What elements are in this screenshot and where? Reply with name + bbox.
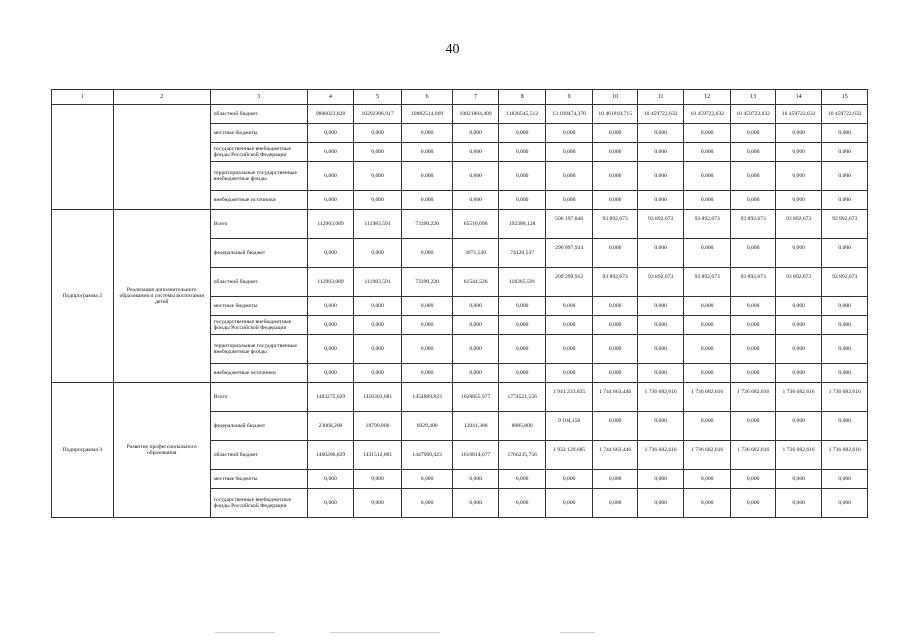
value-cell: 0,000: [592, 239, 638, 268]
value-cell: 0,000: [731, 143, 775, 162]
value-cell: 0,000: [592, 489, 638, 518]
scan-artifact-line: [330, 632, 440, 633]
value-cell: 1 736 682,616: [683, 441, 731, 470]
value-cell: 0,000: [731, 162, 775, 191]
value-cell: 23068,200: [307, 412, 354, 441]
value-cell: 0,000: [638, 470, 684, 489]
column-header-2: 2: [113, 90, 210, 105]
value-cell: 0,000: [683, 412, 731, 441]
value-cell: 0,000: [498, 297, 546, 316]
value-cell: 1454889,823: [401, 383, 453, 412]
value-cell: 0,000: [546, 143, 593, 162]
value-cell: 93 892,673: [683, 268, 731, 297]
value-cell: 0,000: [683, 239, 731, 268]
value-cell: 0,000: [683, 364, 731, 383]
value-cell: 93 892,673: [592, 210, 638, 239]
value-cell: 0,000: [453, 124, 499, 143]
value-cell: 0,000: [775, 124, 822, 143]
subprogram-label: Подпрограмма 2: [52, 210, 114, 383]
value-cell: 0,000: [354, 364, 402, 383]
column-header-10: 10: [592, 90, 638, 105]
column-header-8: 8: [498, 90, 546, 105]
column-header-7: 7: [453, 90, 499, 105]
value-cell: 0,000: [683, 335, 731, 364]
value-cell: 0,000: [731, 191, 775, 210]
value-cell: 0,000: [683, 143, 731, 162]
value-cell: 111983,591: [354, 268, 402, 297]
value-cell: 0,000: [638, 335, 684, 364]
value-cell: 0,000: [592, 364, 638, 383]
value-cell: 0,000: [683, 124, 731, 143]
value-cell: 10 459722,632: [822, 105, 868, 124]
value-cell: 0,000: [307, 489, 354, 518]
value-cell: 0,000: [453, 489, 499, 518]
value-cell: 0,000: [498, 191, 546, 210]
value-cell: 0,000: [775, 316, 822, 335]
value-cell: 0,000: [307, 162, 354, 191]
funding-source: территориальные государственные внебюджетные фонды: [210, 162, 307, 191]
value-cell: 0,000: [822, 364, 868, 383]
value-cell: 1483275,029: [307, 383, 354, 412]
value-cell: 9806023,828: [307, 105, 354, 124]
value-cell: 0,000: [775, 239, 822, 268]
value-cell: 1 736 682,616: [775, 441, 822, 470]
value-cell: 1 736 682,616: [822, 441, 868, 470]
value-cell: 0,000: [354, 335, 402, 364]
value-cell: 0,000: [822, 489, 868, 518]
value-cell: 65516,096: [453, 210, 499, 239]
value-cell: 0,000: [775, 364, 822, 383]
funding-source: местные бюджеты: [210, 470, 307, 489]
value-cell: 0,000: [822, 412, 868, 441]
value-cell: 0,000: [307, 364, 354, 383]
value-cell: 0,000: [354, 191, 402, 210]
subprogram-label: [52, 105, 114, 210]
value-cell: 0,000: [775, 489, 822, 518]
value-cell: 192388,128: [498, 210, 546, 239]
value-cell: 0,000: [638, 412, 684, 441]
funding-source: Всего: [210, 383, 307, 412]
funding-source: федеральный бюджет: [210, 412, 307, 441]
value-cell: 0,000: [592, 470, 638, 489]
value-cell: 93 892,673: [638, 210, 684, 239]
budget-table: [51, 89, 868, 518]
value-cell: 0,000: [453, 470, 499, 489]
value-cell: 8085,800: [498, 412, 546, 441]
value-cell: 0,000: [354, 297, 402, 316]
subprogram-title: [113, 105, 210, 210]
value-cell: 0,000: [354, 239, 402, 268]
value-cell: 1460206,829: [307, 441, 354, 470]
value-cell: 0,000: [775, 162, 822, 191]
value-cell: 0,000: [592, 297, 638, 316]
column-header-1: 1: [52, 90, 114, 105]
value-cell: 0,000: [638, 316, 684, 335]
value-cell: 0,000: [822, 335, 868, 364]
value-cell: 1 744 663,446: [592, 383, 638, 412]
value-cell: 0,000: [638, 143, 684, 162]
value-cell: 0,000: [453, 364, 499, 383]
value-cell: 0,000: [592, 143, 638, 162]
value-cell: 0,000: [453, 335, 499, 364]
value-cell: 296 897,934: [546, 239, 593, 268]
value-cell: 0,000: [638, 489, 684, 518]
value-cell: 0,000: [546, 470, 593, 489]
value-cell: 0,000: [731, 297, 775, 316]
value-cell: 10 459722,632: [638, 105, 684, 124]
value-cell: 506 197,846: [546, 210, 593, 239]
value-cell: 93 892,673: [731, 210, 775, 239]
funding-source: внебюджетные источники: [210, 364, 307, 383]
value-cell: 1 736 682,616: [638, 383, 684, 412]
value-cell: 0,000: [822, 297, 868, 316]
value-cell: 0,000: [822, 124, 868, 143]
value-cell: 1616814,677: [453, 441, 499, 470]
page-number: 40: [445, 42, 460, 57]
funding-source: областной бюджет: [210, 441, 307, 470]
value-cell: 0,000: [498, 316, 546, 335]
value-cell: 0,000: [546, 316, 593, 335]
value-cell: 0,000: [546, 297, 593, 316]
value-cell: 0,000: [307, 191, 354, 210]
value-cell: 0,000: [592, 124, 638, 143]
value-cell: 112903,089: [307, 268, 354, 297]
value-cell: 111983,591: [354, 210, 402, 239]
value-cell: 0,000: [498, 143, 546, 162]
column-header-4: 4: [307, 90, 354, 105]
value-cell: 0,000: [546, 162, 593, 191]
value-cell: 0,000: [775, 191, 822, 210]
column-header-9: 9: [546, 90, 593, 105]
value-cell: 0,000: [307, 470, 354, 489]
subprogram-label: Подпрограмма 3: [52, 383, 114, 518]
column-header-6: 6: [401, 90, 453, 105]
column-header-15: 15: [822, 90, 868, 105]
value-cell: 0,000: [775, 470, 822, 489]
value-cell: 1 736 682,616: [731, 441, 775, 470]
value-cell: 1447960,423: [401, 441, 453, 470]
value-cell: 0,000: [775, 335, 822, 364]
value-cell: 1 932 129,685: [546, 441, 593, 470]
value-cell: 112903,089: [307, 210, 354, 239]
value-cell: 10882514,669: [401, 105, 453, 124]
value-cell: 0,000: [592, 162, 638, 191]
funding-source: федеральный бюджет: [210, 239, 307, 268]
value-cell: 0,000: [401, 364, 453, 383]
value-cell: 118265,591: [498, 268, 546, 297]
value-cell: 0,000: [401, 239, 453, 268]
value-cell: 0,000: [401, 143, 453, 162]
value-cell: 209 299,912: [546, 268, 593, 297]
value-cell: 3971,530: [453, 239, 499, 268]
value-cell: 0,000: [546, 489, 593, 518]
table-row: [52, 383, 868, 412]
value-cell: 0,000: [498, 335, 546, 364]
scan-artifact-line: [215, 632, 275, 633]
value-cell: 10 459722,632: [731, 105, 775, 124]
value-cell: 0,000: [638, 191, 684, 210]
value-cell: 0,000: [401, 470, 453, 489]
value-cell: 0,000: [731, 489, 775, 518]
value-cell: 1450303,681: [354, 383, 402, 412]
value-cell: 0,000: [683, 489, 731, 518]
value-cell: 12041,300: [453, 412, 499, 441]
funding-source: областной бюджет: [210, 105, 307, 124]
value-cell: 0,000: [775, 143, 822, 162]
value-cell: 0,000: [401, 489, 453, 518]
funding-source: внебюджетные источники: [210, 191, 307, 210]
value-cell: 9 104,150: [546, 412, 593, 441]
value-cell: 0,000: [453, 162, 499, 191]
value-cell: 0,000: [354, 124, 402, 143]
value-cell: 0,000: [683, 470, 731, 489]
value-cell: 93 892,673: [822, 210, 868, 239]
value-cell: 0,000: [592, 412, 638, 441]
value-cell: 11826545,512: [498, 105, 546, 124]
value-cell: 0,000: [401, 191, 453, 210]
value-cell: 0,000: [498, 489, 546, 518]
value-cell: 0,000: [453, 297, 499, 316]
column-header-12: 12: [683, 90, 731, 105]
column-header-13: 13: [731, 90, 775, 105]
value-cell: 0,000: [731, 316, 775, 335]
value-cell: 0,000: [453, 191, 499, 210]
value-cell: 0,000: [683, 191, 731, 210]
value-cell: 1 736 682,616: [822, 383, 868, 412]
value-cell: 0,000: [453, 143, 499, 162]
value-cell: 0,000: [307, 124, 354, 143]
value-cell: 0,000: [354, 316, 402, 335]
value-cell: 0,000: [638, 124, 684, 143]
value-cell: 0,000: [498, 470, 546, 489]
value-cell: 1766235,756: [498, 441, 546, 470]
value-cell: 0,000: [731, 470, 775, 489]
value-cell: 93 892,673: [822, 268, 868, 297]
value-cell: 0,000: [822, 162, 868, 191]
value-cell: 0,000: [683, 297, 731, 316]
column-header-11: 11: [638, 90, 684, 105]
value-cell: 1 736 682,616: [638, 441, 684, 470]
subprogram-title: Реализация дополнительного образования и системы воспитания детей: [113, 210, 210, 383]
value-cell: 0,000: [354, 489, 402, 518]
value-cell: 0,000: [592, 335, 638, 364]
value-cell: 10292306,917: [354, 105, 402, 124]
value-cell: 0,000: [822, 143, 868, 162]
value-cell: 10 459722,632: [683, 105, 731, 124]
value-cell: 10 461810,715: [592, 105, 638, 124]
value-cell: 93 892,673: [638, 268, 684, 297]
value-cell: 1 744 663,446: [592, 441, 638, 470]
value-cell: 0,000: [546, 335, 593, 364]
value-cell: 1 736 682,616: [775, 383, 822, 412]
column-header-14: 14: [775, 90, 822, 105]
value-cell: 1 736 682,616: [731, 383, 775, 412]
value-cell: 0,000: [354, 143, 402, 162]
value-cell: 0,000: [731, 124, 775, 143]
value-cell: 0,000: [731, 239, 775, 268]
value-cell: 0,000: [354, 470, 402, 489]
value-cell: 0,000: [822, 239, 868, 268]
value-cell: 74120,537: [498, 239, 546, 268]
value-cell: 0,000: [401, 124, 453, 143]
funding-source: государственные внебюджетные фонды Российской Федерации: [210, 316, 307, 335]
value-cell: 0,000: [354, 162, 402, 191]
value-cell: 0,000: [546, 124, 593, 143]
value-cell: 73390,220: [401, 268, 453, 297]
column-number-row: [52, 90, 868, 105]
value-cell: 0,000: [307, 335, 354, 364]
value-cell: 1 941 233,835: [546, 383, 593, 412]
value-cell: 0,000: [822, 191, 868, 210]
value-cell: 0,000: [307, 297, 354, 316]
value-cell: 0,000: [498, 124, 546, 143]
value-cell: 0,000: [775, 412, 822, 441]
value-cell: 93 892,673: [775, 210, 822, 239]
value-cell: 1 736 682,616: [683, 383, 731, 412]
value-cell: 0,000: [775, 297, 822, 316]
funding-source: государственные внебюджетные фонды Российской Федерации: [210, 489, 307, 518]
scan-artifact-line: [560, 632, 595, 633]
value-cell: 0,000: [592, 316, 638, 335]
value-cell: 0,000: [498, 364, 546, 383]
value-cell: 10 459722,632: [775, 105, 822, 124]
table-row: [52, 105, 868, 124]
value-cell: 0,000: [307, 316, 354, 335]
value-cell: 0,000: [683, 316, 731, 335]
value-cell: 0,000: [638, 297, 684, 316]
value-cell: 1774521,556: [498, 383, 546, 412]
value-cell: 0,000: [731, 335, 775, 364]
value-cell: 0,000: [683, 162, 731, 191]
value-cell: 1431512,881: [354, 441, 402, 470]
funding-source: Всего: [210, 210, 307, 239]
value-cell: 6929,400: [401, 412, 453, 441]
value-cell: 0,000: [731, 412, 775, 441]
value-cell: 0,000: [638, 364, 684, 383]
value-cell: 0,000: [307, 143, 354, 162]
value-cell: 1628855,977: [453, 383, 499, 412]
table-row: [52, 210, 868, 239]
value-cell: 13 109474,370: [546, 105, 593, 124]
value-cell: 0,000: [401, 297, 453, 316]
value-cell: 0,000: [453, 316, 499, 335]
value-cell: 0,000: [401, 316, 453, 335]
value-cell: 0,000: [822, 316, 868, 335]
value-cell: 0,000: [822, 470, 868, 489]
value-cell: 10821804,409: [453, 105, 499, 124]
value-cell: 0,000: [498, 162, 546, 191]
value-cell: 73390,220: [401, 210, 453, 239]
funding-source: местные бюджеты: [210, 297, 307, 316]
value-cell: 0,000: [638, 162, 684, 191]
funding-source: местные бюджеты: [210, 124, 307, 143]
value-cell: 0,000: [731, 364, 775, 383]
value-cell: 0,000: [401, 162, 453, 191]
value-cell: 0,000: [307, 239, 354, 268]
value-cell: 18790,800: [354, 412, 402, 441]
column-header-5: 5: [354, 90, 402, 105]
value-cell: 61544,526: [453, 268, 499, 297]
value-cell: 0,000: [546, 364, 593, 383]
funding-source: областной бюджет: [210, 268, 307, 297]
funding-source: территориальные государственные внебюджетные фонды: [210, 335, 307, 364]
funding-source: государственные внебюджетные фонды Российской Федерации: [210, 143, 307, 162]
subprogram-title: Развитие профессионального образования: [113, 383, 210, 518]
value-cell: 0,000: [401, 335, 453, 364]
value-cell: 93 892,673: [775, 268, 822, 297]
value-cell: 0,000: [638, 239, 684, 268]
value-cell: 93 892,673: [592, 268, 638, 297]
value-cell: 93 892,673: [731, 268, 775, 297]
column-header-3: 3: [210, 90, 307, 105]
value-cell: 0,000: [546, 191, 593, 210]
value-cell: 0,000: [592, 191, 638, 210]
value-cell: 93 892,673: [683, 210, 731, 239]
